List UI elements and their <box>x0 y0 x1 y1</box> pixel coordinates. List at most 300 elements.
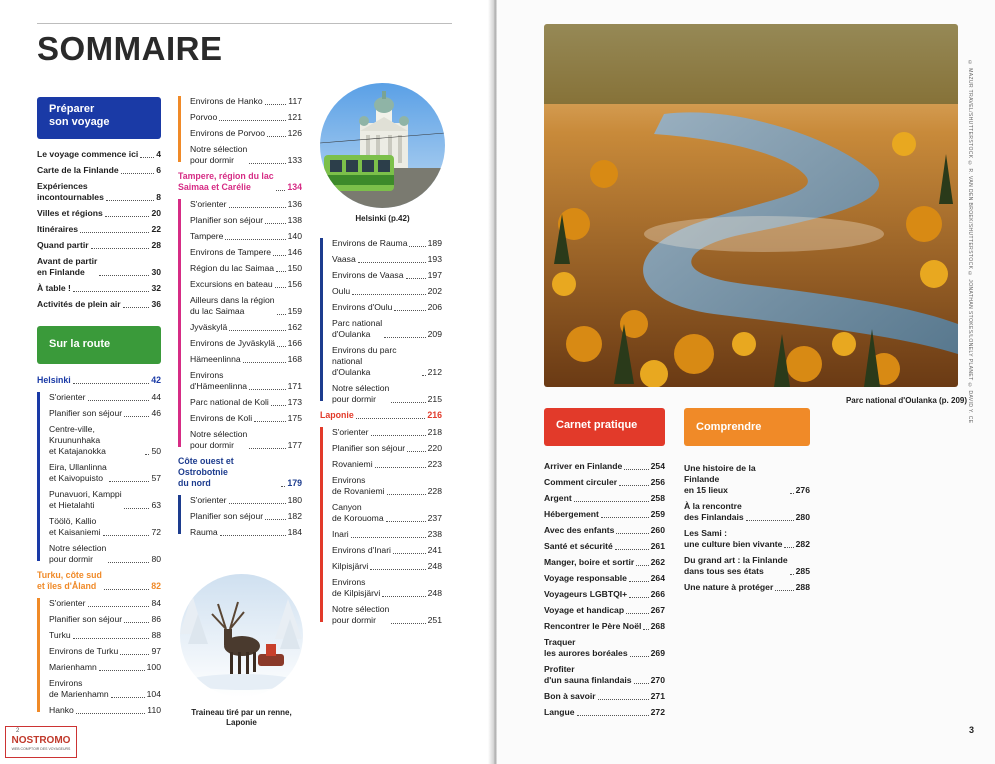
toc-leader <box>352 294 426 295</box>
toc-leader <box>393 553 426 554</box>
toc-leader <box>243 362 286 363</box>
toc-leader <box>574 501 649 502</box>
photo-credit: © MAZUR TRAVEL/SHUTTERSTOCK © R. VAN DEN BROEK/SHUTTERSTOCK © JONATHAN STOKES/LONELY PLANET © DAVID Y. CE <box>967 60 973 424</box>
toc-entry-label: Environs de Koli <box>190 413 253 423</box>
toc-leader <box>384 337 425 338</box>
toc-entry[interactable] <box>190 527 302 538</box>
toc-entry[interactable] <box>49 705 161 716</box>
toc-entry-page: 159 <box>287 306 302 316</box>
toc-entry-page: 168 <box>287 354 302 364</box>
toc-leader <box>409 246 425 247</box>
toc-entry-label: S'orienter <box>332 427 369 437</box>
toc-entry-label: Carte de la Finlande <box>37 165 119 175</box>
toc-entry-label: Voyage responsable <box>544 573 627 583</box>
toc-entry-page: 80 <box>151 554 161 564</box>
toc-entry-label: Activités de plein air <box>37 299 121 309</box>
toc-entry[interactable] <box>49 408 161 419</box>
toc-leader <box>275 287 286 288</box>
toc-entry-label: Tampere <box>190 231 224 241</box>
toc-entry-label: Avant de partir en Finlande <box>37 256 98 277</box>
toc-entry[interactable] <box>332 238 442 249</box>
toc-leader <box>73 638 150 639</box>
toc-entry[interactable] <box>332 545 442 556</box>
toc-prepare <box>37 149 161 315</box>
toc-leader <box>265 223 286 224</box>
toc-entry-page: 146 <box>287 247 302 257</box>
oulanka-caption: Parc national d'Oulanka (p. 209) <box>845 396 967 405</box>
toc-entry[interactable] <box>332 577 442 599</box>
toc-leader <box>120 654 149 655</box>
toc-entry-page: 241 <box>427 545 442 555</box>
toc-entry-label: Environs de Porvoo <box>190 128 265 138</box>
toc-entry-page: 237 <box>427 513 442 523</box>
toc-entry[interactable] <box>544 477 665 488</box>
toc-entry-page: 86 <box>151 614 161 624</box>
toc-entry-page: 8 <box>156 192 161 202</box>
toc-entry-page: 202 <box>427 286 442 296</box>
toc-entry[interactable] <box>37 299 161 310</box>
toc-entry-label: Rauma <box>190 527 218 537</box>
toc-entry[interactable] <box>190 322 302 333</box>
toc-entry[interactable] <box>684 501 810 523</box>
toc-entry-page: 177 <box>287 440 302 450</box>
toc-entry-page: 276 <box>795 485 810 495</box>
toc-leader <box>124 508 150 509</box>
toc-leader <box>109 481 150 482</box>
toc-entry[interactable] <box>190 128 302 139</box>
toc-entry-page: 261 <box>650 541 665 551</box>
toc-leader <box>371 435 426 436</box>
toc-entry-label: Notre sélection pour dormir <box>190 429 248 450</box>
toc-entry-page: 251 <box>427 615 442 625</box>
toc-entry-label: S'orienter <box>49 392 86 402</box>
toc-leader <box>254 421 286 422</box>
carnet-button[interactable]: Carnet pratique <box>544 408 665 446</box>
toc-entry-label: S'orienter <box>190 495 227 505</box>
toc-entry[interactable] <box>544 493 665 504</box>
toc-leader <box>598 699 649 700</box>
toc-leader <box>73 291 150 292</box>
toc-entry-page: 285 <box>795 566 810 576</box>
toc-entry-page: 72 <box>151 527 161 537</box>
toc-entry-page: 133 <box>287 155 302 165</box>
toc-entry-page: 184 <box>287 527 302 537</box>
toc-entry[interactable] <box>190 495 302 506</box>
toc-entry-page: 22 <box>151 224 161 234</box>
toc-entry[interactable] <box>49 543 161 565</box>
toc-leader <box>629 581 649 582</box>
toc-entry[interactable] <box>49 662 161 673</box>
toc-leader <box>99 670 145 671</box>
toc-entry-page: 4 <box>156 149 161 159</box>
group-helsinki <box>37 392 161 565</box>
toc-entry[interactable] <box>544 557 665 568</box>
toc-entry[interactable] <box>684 582 810 593</box>
toc-entry-label: Centre-ville, Kruununhaka et Katajanokka <box>49 424 106 456</box>
toc-entry-label: Les Sami : une culture bien vivante <box>684 528 783 549</box>
toc-entry-label: Vaasa <box>332 254 356 264</box>
toc-leader <box>386 521 426 522</box>
toc-entry-page: 171 <box>287 381 302 391</box>
toc-entry-label: Itinéraires <box>37 224 79 234</box>
toc-entry-label: Voyageurs LGBTQI+ <box>544 589 628 599</box>
toc-entry[interactable] <box>190 511 302 522</box>
preparer-button[interactable]: Préparer son voyage <box>37 97 161 139</box>
toc-entry[interactable] <box>544 707 665 718</box>
toc-entry[interactable] <box>332 286 442 297</box>
top-rule <box>37 23 452 24</box>
oulanka-photo <box>544 24 958 387</box>
toc-entry[interactable] <box>190 338 302 349</box>
toc-leader <box>225 239 285 240</box>
toc-entry[interactable] <box>190 354 302 365</box>
toc-leader <box>629 597 648 598</box>
toc-entry-label: Notre sélection pour dormir <box>49 543 107 564</box>
toc-entry[interactable] <box>190 96 302 107</box>
toc-entry-label: Santé et sécurité <box>544 541 613 551</box>
toc-leader <box>267 136 286 137</box>
toc-entry[interactable] <box>332 383 442 405</box>
toc-leader <box>351 537 426 538</box>
page-title: SOMMAIRE <box>37 30 223 67</box>
toc-entry-label: Argent <box>544 493 572 503</box>
toc-entry-page: 182 <box>287 511 302 521</box>
toc-entry-label: Du grand art : la Finlande dans tous ses états <box>684 555 788 576</box>
toc-entry[interactable] <box>49 614 161 625</box>
toc-entry[interactable] <box>332 529 442 540</box>
toc-entry[interactable] <box>332 270 442 281</box>
toc-leader <box>277 346 286 347</box>
toc-leader <box>145 454 149 455</box>
toc-entry-label: Environs de Rauma <box>332 238 408 248</box>
toc-entry-page: 136 <box>287 199 302 209</box>
toc-entry[interactable] <box>37 256 161 278</box>
toc-entry-label: Bon à savoir <box>544 691 596 701</box>
toc-leader <box>277 314 286 315</box>
toc-entry[interactable] <box>190 279 302 290</box>
toc-entry-page: 57 <box>151 473 161 483</box>
toc-leader <box>106 200 154 201</box>
toc-entry[interactable] <box>37 208 161 219</box>
toc-leader <box>391 623 425 624</box>
toc-entry-label: Töölö, Kallio et Kaisaniemi <box>49 516 101 537</box>
toc-entry-label: Eira, Ullanlinna et Kaivopuisto <box>49 462 107 483</box>
toc-entry[interactable] <box>190 199 302 210</box>
toc-entry-label: Hébergement <box>544 509 599 519</box>
toc-entry-page: 44 <box>151 392 161 402</box>
toc-entry-page: 193 <box>427 254 442 264</box>
toc-entry-label: Traquer les aurores boréales <box>544 637 628 658</box>
toc-entry-label: Profiter d'un sauna finlandais <box>544 664 632 685</box>
toc-entry[interactable] <box>544 525 665 536</box>
group-cote <box>178 495 302 538</box>
toc-entry-page: 110 <box>147 705 161 715</box>
toc-entry-page: 104 <box>146 689 161 699</box>
toc-entry[interactable] <box>544 541 665 552</box>
toc-entry-page: 212 <box>427 367 442 377</box>
toc-leader <box>265 104 287 105</box>
toc-entry[interactable] <box>190 429 302 451</box>
toc-entry-page: 32 <box>151 283 161 293</box>
toc-entry-label: À la rencontre des Finlandais <box>684 501 744 522</box>
toc-entry[interactable] <box>332 302 442 313</box>
toc-entry-label: Rovaniemi <box>332 459 373 469</box>
toc-entry-page: 50 <box>151 446 161 456</box>
toc-entry[interactable] <box>37 165 161 176</box>
toc-entry-page: 218 <box>427 427 442 437</box>
toc-entry-page: 209 <box>427 329 442 339</box>
toc-entry-page: 271 <box>650 691 665 701</box>
toc-entry[interactable] <box>49 462 161 484</box>
toc-entry-page: 36 <box>151 299 161 309</box>
toc-entry-page: 288 <box>795 582 810 592</box>
toc-entry-label: Villes et régions <box>37 208 103 218</box>
toc-entry[interactable] <box>49 516 161 538</box>
toc-entry[interactable] <box>49 392 161 403</box>
toc-entry[interactable] <box>190 112 302 123</box>
toc-entry[interactable] <box>190 397 302 408</box>
toc-entry-page: 162 <box>287 322 302 332</box>
toc-entry[interactable] <box>332 443 442 454</box>
toc-leader <box>229 330 285 331</box>
toc-leader <box>784 547 793 548</box>
toc-entry-page: 180 <box>287 495 302 505</box>
toc-entry[interactable] <box>332 475 442 497</box>
toc-entry[interactable] <box>332 427 442 438</box>
toc-leader <box>249 448 285 449</box>
toc-leader <box>630 656 649 657</box>
toc-leader <box>121 173 155 174</box>
section-tampere[interactable]: Tampere, région du lac Saimaa et Carélie 134 <box>178 171 302 192</box>
toc-entry[interactable] <box>49 630 161 641</box>
toc-entry-page: 197 <box>427 270 442 280</box>
toc-entry-label: S'orienter <box>190 199 227 209</box>
toc-entry-label: Hämeenlinna <box>190 354 241 364</box>
toc-entry-page: 156 <box>287 279 302 289</box>
toc-entry[interactable] <box>684 555 810 577</box>
toc-entry[interactable] <box>544 621 665 632</box>
toc-leader <box>577 715 649 716</box>
toc-entry-page: 270 <box>650 675 665 685</box>
route-button[interactable]: Sur la route <box>37 326 161 364</box>
toc-entry[interactable] <box>332 604 442 626</box>
toc-column-3 <box>320 238 442 631</box>
toc-entry-label: Environs du parc national d'Oulanka <box>332 345 397 377</box>
toc-leader <box>249 389 286 390</box>
toc-entry-label: Kilpisjärvi <box>332 561 369 571</box>
toc-leader <box>636 565 648 566</box>
toc-entry-label: Environs de Tampere <box>190 247 272 257</box>
toc-entry-page: 223 <box>427 459 442 469</box>
toc-entry-label: Jyväskylä <box>190 322 228 332</box>
toc-entry-page: 269 <box>650 648 665 658</box>
toc-entry-label: Porvoo <box>190 112 218 122</box>
toc-entry-label: Voyage et handicap <box>544 605 625 615</box>
toc-entry-label: Hanko <box>49 705 74 715</box>
toc-leader <box>265 519 286 520</box>
toc-leader <box>624 469 648 470</box>
toc-leader <box>790 574 794 575</box>
toc-entry-page: 248 <box>427 561 442 571</box>
toc-entry[interactable] <box>49 646 161 657</box>
toc-entry-label: Environs d'Oulu <box>332 302 393 312</box>
toc-entry[interactable] <box>332 318 442 340</box>
toc-entry[interactable] <box>544 691 665 702</box>
toc-entry[interactable] <box>49 489 161 511</box>
toc-entry-page: 150 <box>287 263 302 273</box>
toc-leader <box>229 207 286 208</box>
toc-entry[interactable] <box>49 678 161 700</box>
toc-leader <box>99 275 149 276</box>
toc-entry-page: 228 <box>427 486 442 496</box>
toc-entry-page: 30 <box>151 267 161 277</box>
toc-entry-label: Planifier son séjour <box>190 215 264 225</box>
toc-entry-label: Comment circuler <box>544 477 618 487</box>
toc-leader <box>76 713 145 714</box>
toc-entry-page: 46 <box>151 408 161 418</box>
toc-entry[interactable] <box>190 370 302 392</box>
toc-entry[interactable] <box>332 459 442 470</box>
toc-leader <box>394 310 425 311</box>
toc-entry-label: Parc national de Koli <box>190 397 269 407</box>
toc-entry-page: 259 <box>650 509 665 519</box>
toc-leader <box>249 163 285 164</box>
left-page <box>0 0 493 764</box>
toc-leader <box>111 697 145 698</box>
toc-leader <box>88 400 150 401</box>
toc-entry-page: 126 <box>287 128 302 138</box>
toc-leader <box>271 405 286 406</box>
toc-entry[interactable] <box>190 413 302 424</box>
toc-entry[interactable] <box>49 598 161 609</box>
toc-entry-page: 100 <box>146 662 161 672</box>
toc-entry-page: 238 <box>427 529 442 539</box>
group-turku <box>37 598 161 716</box>
toc-leader <box>619 485 649 486</box>
toc-entry[interactable] <box>332 345 442 378</box>
toc-entry[interactable] <box>49 424 161 457</box>
toc-entry-label: Environs de Vaasa <box>332 270 404 280</box>
group-tampere <box>178 199 302 451</box>
toc-entry[interactable] <box>332 254 442 265</box>
reindeer-caption: Traineau tiré par un renne, Laponie <box>191 708 292 727</box>
toc-entry-page: 280 <box>795 512 810 522</box>
toc-entry-label: Inari <box>332 529 349 539</box>
toc-leader <box>391 402 425 403</box>
toc-entry-label: Excursions en bateau <box>190 279 273 289</box>
toc-entry[interactable] <box>190 231 302 242</box>
toc-entry-label: Environs de Marienhamn <box>49 678 109 699</box>
toc-entry-page: 248 <box>427 588 442 598</box>
toc-leader <box>124 622 149 623</box>
toc-entry[interactable] <box>37 181 161 203</box>
toc-comprendre <box>684 463 810 598</box>
toc-entry[interactable] <box>190 263 302 274</box>
toc-entry[interactable] <box>544 637 665 659</box>
toc-leader <box>88 606 150 607</box>
section-cote[interactable]: Côte ouest et Ostrobotnie du nord 179 <box>178 456 302 488</box>
toc-entry-label: Expériences incontournables <box>37 181 104 202</box>
toc-entry-page: 268 <box>650 621 665 631</box>
toc-entry-label: S'orienter <box>49 598 86 608</box>
toc-entry[interactable] <box>37 149 161 160</box>
toc-entry-label: Environs de Rovaniemi <box>332 475 385 496</box>
toc-entry[interactable] <box>190 295 302 317</box>
toc-leader <box>775 590 793 591</box>
toc-entry-label: Région du lac Saimaa <box>190 263 275 273</box>
toc-leader <box>123 307 150 308</box>
toc-entry[interactable] <box>332 561 442 572</box>
section-helsinki[interactable]: Helsinki 42 <box>37 375 161 385</box>
toc-leader <box>790 493 794 494</box>
toc-entry[interactable] <box>190 144 302 166</box>
toc-entry-label: Environs de Turku <box>49 646 119 656</box>
toc-entry-page: 140 <box>287 231 302 241</box>
toc-entry[interactable] <box>332 502 442 524</box>
toc-entry-label: À table ! <box>37 283 71 293</box>
toc-leader <box>273 255 286 256</box>
comprendre-button[interactable]: Comprendre <box>684 408 810 446</box>
toc-leader <box>108 562 149 563</box>
toc-entry[interactable] <box>684 463 810 496</box>
toc-leader <box>140 157 154 158</box>
toc-leader <box>634 683 649 684</box>
toc-carnet <box>544 461 665 723</box>
section-turku[interactable]: Turku, côte sud et îles d'Åland 82 <box>37 570 161 591</box>
toc-leader <box>220 535 286 536</box>
toc-entry[interactable] <box>37 283 161 294</box>
toc-entry-page: 6 <box>156 165 161 175</box>
toc-entry-label: Marienhamn <box>49 662 97 672</box>
toc-leader <box>615 549 649 550</box>
section-laponie[interactable]: Laponie 216 <box>320 410 442 420</box>
toc-entry-page: 220 <box>427 443 442 453</box>
toc-entry[interactable] <box>544 573 665 584</box>
toc-leader <box>358 262 426 263</box>
toc-entry[interactable] <box>190 215 302 226</box>
toc-leader <box>219 120 285 121</box>
group-laponie <box>320 427 442 626</box>
toc-entry[interactable] <box>544 461 665 472</box>
toc-entry-page: 20 <box>151 208 161 218</box>
toc-entry-page: 189 <box>427 238 442 248</box>
toc-entry-page: 256 <box>650 477 665 487</box>
group-turku-cont <box>178 96 302 166</box>
toc-entry-page: 206 <box>427 302 442 312</box>
toc-entry[interactable] <box>544 589 665 600</box>
toc-entry-label: Environs d'Hämeenlinna <box>190 370 248 391</box>
toc-entry-page: 28 <box>151 240 161 250</box>
toc-leader <box>626 613 649 614</box>
toc-entry-page: 272 <box>650 707 665 717</box>
toc-entry-label: Punavuori, Kamppi et Hietalahti <box>49 489 122 510</box>
toc-entry[interactable] <box>544 509 665 520</box>
toc-entry-page: 84 <box>151 598 161 608</box>
toc-leader <box>406 278 426 279</box>
toc-entry[interactable] <box>684 528 810 550</box>
toc-entry-page: 266 <box>650 589 665 599</box>
toc-entry-label: Quand partir <box>37 240 89 250</box>
toc-entry[interactable] <box>190 247 302 258</box>
toc-entry[interactable] <box>37 240 161 251</box>
toc-entry[interactable] <box>37 224 161 235</box>
toc-column-1 <box>37 375 161 721</box>
toc-entry[interactable] <box>544 664 665 686</box>
toc-leader <box>229 503 286 504</box>
toc-entry-label: Le voyage commence ici <box>37 149 139 159</box>
toc-entry[interactable] <box>544 605 665 616</box>
page-number: 3 <box>969 725 975 735</box>
